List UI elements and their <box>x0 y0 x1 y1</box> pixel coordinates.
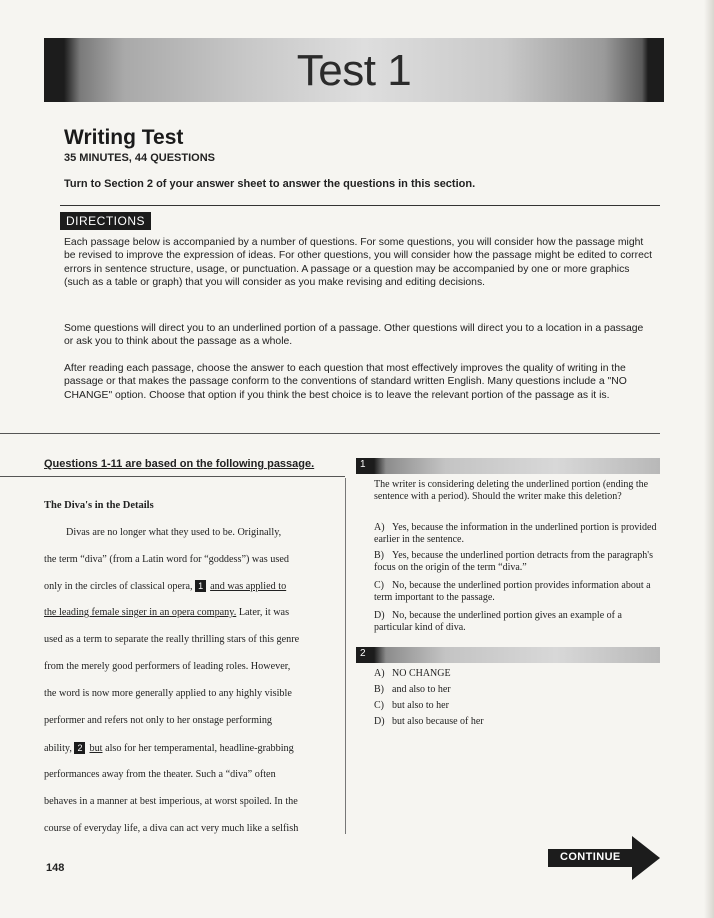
passage-line <box>44 580 286 592</box>
passage-line: performer and refers not only to her onstage performing <box>44 715 273 726</box>
choice-text: NO CHANGE <box>392 668 451 679</box>
passage-line: the term “diva” (from a Latin word for “goddess”) was used <box>44 554 289 565</box>
arrow-right-icon <box>632 836 660 880</box>
question-1-text: The writer is considering deleting the underlined portion (ending the sentence with a period). Should the writer make this deletion? <box>374 479 649 502</box>
question-1-choice-c[interactable] <box>374 580 662 604</box>
passage-line: from the merely good performers of leading roles. However, <box>44 661 291 672</box>
choice-letter: B) <box>374 550 384 561</box>
choice-text: Yes, because the information in the underlined portion is provided earlier in the sentence. <box>374 522 657 545</box>
choice-letter: D) <box>374 716 385 727</box>
passage-title: The Diva's in the Details <box>44 500 154 511</box>
choice-text: but also to her <box>392 700 449 711</box>
page-title: Writing Test <box>64 126 184 149</box>
question-1-choice-a[interactable] <box>374 522 662 546</box>
choice-letter: A) <box>374 668 385 679</box>
question-2-number: 2 <box>360 648 366 659</box>
passage-header-rule <box>0 476 345 477</box>
directions-paragraph-1: Each passage below is accompanied by a number of questions. For some questions, you will consider how the passage might be revised to improve the expression of ideas. For other questions, you will consider how the passage might be edited to correct errors in sentence structure, usage, or punctuation. A passage or a question may be accompanied by one or more graphics (such as a table or graph) that you will consider as you make revising and editing decisions. <box>64 237 652 288</box>
question-1-number: 1 <box>360 459 366 470</box>
question-1-bar <box>356 458 660 474</box>
choice-letter: D) <box>374 610 385 621</box>
choice-text: and also to her <box>392 684 451 695</box>
question-2-bar <box>356 647 660 663</box>
passage-line: course of everyday life, a diva can act very much like a selfish <box>44 823 299 834</box>
passage-text: ability, <box>44 743 72 754</box>
question-marker-2[interactable]: 2 <box>74 742 85 754</box>
section-instruction: Turn to Section 2 of your answer sheet to answer the questions in this section. <box>64 178 476 190</box>
underlined-portion-1-cont: the leading female singer in an opera company. <box>44 607 237 618</box>
continue-button[interactable] <box>548 836 660 880</box>
passage-line <box>44 607 289 618</box>
question-1-choice-b[interactable] <box>374 550 662 574</box>
passage-line: used as a term to separate the really thrilling stars of this genre <box>44 634 300 645</box>
passage-text: only in the circles of classical opera, <box>44 581 193 592</box>
passage-line: performances away from the theater. Such a “diva” often <box>44 769 276 780</box>
choice-text: Yes, because the underlined portion detracts from the paragraph's focus on the origin of the term “diva.” <box>374 550 653 573</box>
passage-line <box>44 742 294 754</box>
directions-paragraph-3: After reading each passage, choose the answer to each question that most effectively improves the quality of writing in the passage or that makes the passage conform to the conventions of standard written English. Many questions include a "NO CHANGE" option. Choose that option if you think the best choice is to leave the relevant portion of the passage as it is. <box>64 363 627 401</box>
directions-label: DIRECTIONS <box>60 212 151 230</box>
page-edge <box>704 0 714 918</box>
question-marker-1[interactable]: 1 <box>195 580 206 592</box>
passage-line: Divas are no longer what they used to be. Originally, <box>66 527 282 538</box>
question-2-choice-b[interactable] <box>374 684 662 696</box>
passage-line: behaves in a manner at best imperious, at worst spoiled. In the <box>44 796 298 807</box>
directions-paragraph-2: Some questions will direct you to an underlined portion of a passage. Other questions will direct you to a location in a passage or ask you to think about the passage as a whole. <box>64 323 644 348</box>
column-divider <box>345 478 346 834</box>
divider-top <box>60 205 660 206</box>
test-banner <box>44 38 664 102</box>
question-2-choice-d[interactable] <box>374 716 662 728</box>
choice-text: but also because of her <box>392 716 484 727</box>
passage-text: Later, it was <box>236 607 290 618</box>
choice-letter: B) <box>374 684 384 695</box>
question-1-choice-d[interactable] <box>374 610 662 634</box>
passage-header: Questions 1-11 are based on the following passage. <box>44 458 315 470</box>
passage-line: the word is now more generally applied to any highly visible <box>44 688 292 699</box>
passage-text: also for her temperamental, headline-grabbing <box>102 743 294 754</box>
continue-label: CONTINUE <box>560 851 621 863</box>
question-2-choice-a[interactable] <box>374 668 662 680</box>
choice-letter: C) <box>374 700 384 711</box>
underlined-portion-2: but <box>89 743 103 754</box>
underlined-portion-1: and was applied to <box>210 581 287 592</box>
divider-directions-bottom <box>0 433 660 434</box>
choice-letter: A) <box>374 522 385 533</box>
banner-title: Test 1 <box>296 46 412 95</box>
question-2-choice-c[interactable] <box>374 700 662 712</box>
choice-text: No, because the underlined portion provides information about a term important to the passage. <box>374 580 651 603</box>
page-number: 148 <box>46 862 65 874</box>
choice-text: No, because the underlined portion gives an example of a particular kind of diva. <box>374 610 622 633</box>
time-and-questions: 35 MINUTES, 44 QUESTIONS <box>64 152 215 164</box>
choice-letter: C) <box>374 580 384 591</box>
